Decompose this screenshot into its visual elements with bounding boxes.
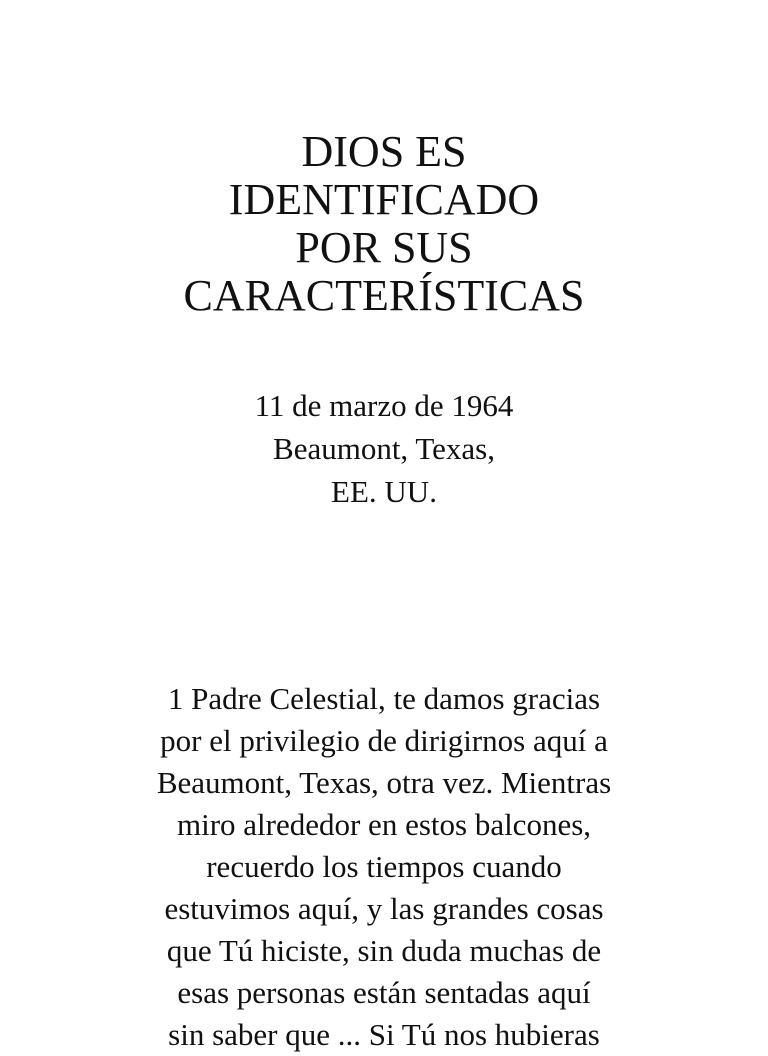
title-line: POR SUS [295, 223, 473, 272]
title-line: IDENTIFICADO [228, 175, 540, 224]
paragraph-1 [60, 678, 708, 1056]
paragraph-line: que Tú hiciste, sin duda muchas de [166, 933, 602, 968]
sermon-title [0, 128, 768, 320]
paragraph-line: sin saber que ... Si Tú nos hubieras [168, 1017, 600, 1052]
sermon-country: EE. UU. [331, 474, 437, 509]
sermon-city: Beaumont, Texas, [273, 431, 495, 466]
paragraph-line: por el privilegio de dirigirnos aquí a [160, 723, 608, 758]
paragraph-line: recuerdo los tiempos cuando [206, 849, 562, 884]
paragraph-line: 1 Padre Celestial, te damos gracias [167, 681, 601, 716]
paragraph-line: esas personas están sentadas aquí [177, 975, 591, 1010]
sermon-date: 11 de marzo de 1964 [254, 388, 514, 423]
title-line: DIOS ES [301, 127, 467, 176]
sermon-meta [0, 384, 768, 513]
title-line: CARACTERÍSTICAS [183, 271, 585, 320]
paragraph-line: miro alrededor en estos balcones, [176, 807, 592, 842]
paragraph-line: Beaumont, Texas, otra vez. Mientras [156, 765, 612, 800]
paragraph-line: estuvimos aquí, y las grandes cosas [164, 891, 604, 926]
